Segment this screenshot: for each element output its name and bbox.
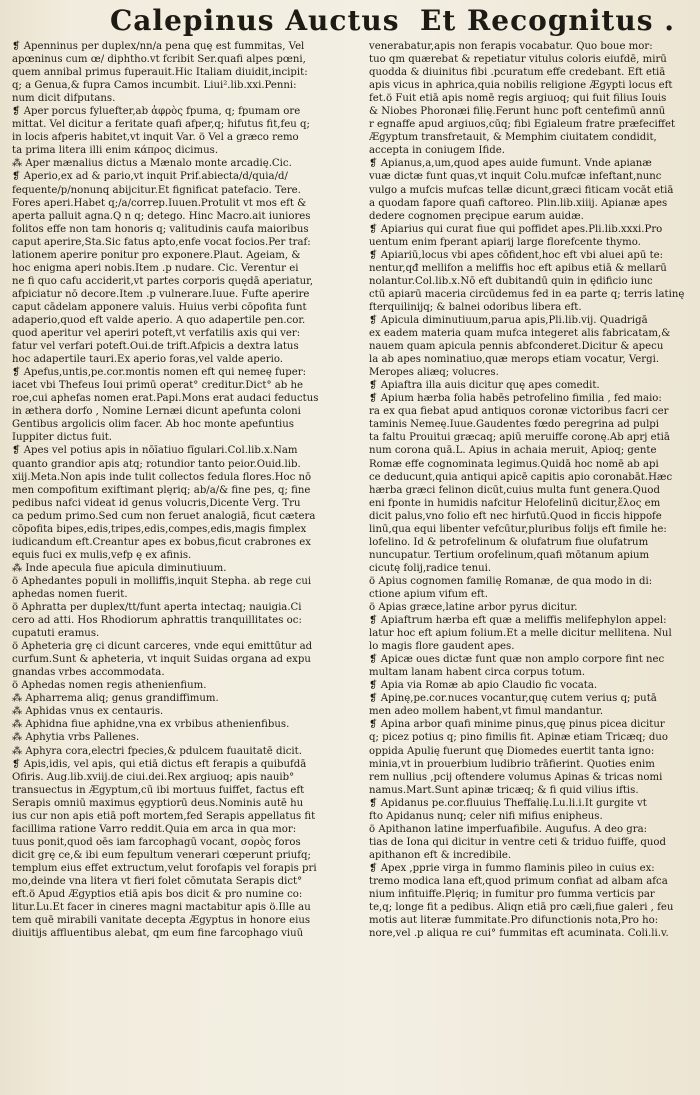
text-line: eft.ö Apud Ægyptios etiā apis bos dicit & pro numine co:: [12, 889, 303, 901]
text-line: minia,vt in prouerbium ludibrio trāfierint. Quoties enim: [369, 758, 655, 770]
text-line: ius cur non apis etiā poft mortem,fed Serapis appellatus fit: [12, 810, 316, 822]
text-line: adaperio,quod eft valde aperio. A quo adapertile pen.cor.: [12, 314, 306, 326]
text-line: ❡ Apianus,a,um,quod apes auide fumunt. Vnde apianæ: [369, 158, 652, 170]
text-line: accepta in coniugem Ifide.: [369, 145, 505, 157]
text-line: fequente/p/nonunq abijcitur.Et fignificat patefacio. Tere.: [12, 184, 301, 196]
dictionary-entry: [369, 575, 693, 601]
text-line: Iuppiter dictus fuit.: [12, 432, 113, 444]
text-line: in æthera dorfo , Nomine Lernæi dicunt apefunta coloni: [12, 406, 301, 418]
text-line: xiij.Meta.Non apis inde tulit collectos fedula flores.Hoc nō: [12, 471, 312, 483]
text-line: vuæ dictæ funt quas,vt inquit Colu.mufcæ infeftant,nunc: [369, 171, 662, 183]
text-line: quodda & diuinitus fibi .pcuratum effe credebant. Eft etiā: [369, 67, 666, 79]
text-line: tremo modica lana eft,quod primum confiat ad albam afca: [369, 876, 668, 887]
dictionary-entry: [12, 705, 358, 718]
text-line: ❡ Apicæ oues dictæ funt quæ non amplo corpore fint nec: [369, 654, 665, 666]
text-line: ⁂ Aphytia vrbs Pallenes.: [12, 732, 140, 744]
text-line: fet.ö Fuit etiā apis nomē regis argiuoq; qui fuit filius Iouis: [369, 93, 667, 105]
text-line: oppida Apulię fuerunt quę Diomedes euertit tanta igno:: [369, 745, 655, 757]
dictionary-entry: [369, 797, 693, 823]
dictionary-entry: [369, 392, 693, 575]
text-line: cicutę folij,radice tenui.: [369, 562, 492, 574]
text-line: nore,vel .p aliqua re cui° fummitas eft acuminata. Coli.li.v.: [369, 928, 669, 940]
dictionary-entry: [12, 640, 358, 679]
dictionary-entry: [12, 575, 358, 601]
text-line: ❡ Apex ,pprie virga in fummo flaminis pileo in cuius ex:: [369, 862, 655, 874]
text-line: fatur vel verfari poteft.Oui.de trift.Afpicis a dextra latus: [12, 341, 299, 353]
text-line: lationem aperire ponitur pro exponere.Plaut. Ageiam, &: [12, 249, 301, 261]
text-line: ö Apithanon latine imperfuafibile. Augufus. A deo gra:: [369, 823, 648, 835]
text-line: ⁂ Aper mænalius dictus a Mænalo monte arcadię.Cic.: [12, 158, 292, 170]
text-line: ce deducunt,quia antiqui apicē capitis apio coronabāt.Hæc: [369, 471, 673, 483]
text-line: ö Apias græce,latine arbor pyrus dicitur.: [369, 602, 578, 614]
text-line: ❡ Apina arbor quafi minime pinus,quę pinus picea dicitur: [369, 719, 665, 731]
text-line: cōpofita bipes,edis,tripes,edis,compes,edis,magis fimplex: [12, 523, 307, 535]
text-line: quod aperitur vel aperiri poteft,vt verfatilis axis qui ver:: [12, 328, 301, 340]
text-line: q; a Genua,& fupra Camos incumbit. Liui².lib.xxi.Penni:: [12, 80, 297, 92]
dictionary-entry: [369, 314, 693, 379]
text-line: venerabatur,apis non ferapis vocabatur. Quo boue mor:: [369, 41, 653, 52]
text-line: ö Aphedantes populi in molliffis,inquit Stepha. ab rege cui: [12, 575, 312, 587]
dictionary-entry: [12, 366, 358, 444]
text-line: hærba græci felinon dicūt,cuius multa funt genera.Quod: [369, 484, 660, 496]
text-line: eni fponte in humidis nafcitur Helofelinū dicitur,ἕλος em: [369, 497, 661, 509]
text-line: ⁂ Apharrema aliq; genus grandiffimum.: [12, 693, 219, 705]
text-line: tias de Iona qui dicitur in ventre ceti & triduo fuiffe, quod: [369, 836, 666, 848]
dictionary-entry: [12, 562, 358, 575]
running-title-left: Calepinus Auctus: [110, 4, 400, 37]
text-line: nuncupatur. Tertium orofelinum,quafi mōtanum apium: [369, 549, 650, 561]
running-title-right: Et Recognitus .: [420, 4, 675, 37]
text-line: ö Apheteria grę ci dicunt carceres, vnde equi emittūtur ad: [12, 641, 313, 653]
text-line: Ægyptum transfretauit, & Memphim ciuitatem condidit,: [369, 132, 657, 144]
text-line: ❡ Apium hærba folia habēs petrofelino fimilia , fed maio:: [369, 393, 662, 405]
text-line: linū,qua equi libenter vefcūtur,pluribus folijs eft fimile he:: [369, 523, 667, 535]
text-line: namus.Mart.Sunt apinæ tricæq; & fi quid vilius iftis.: [369, 784, 639, 796]
dictionary-entry: [369, 862, 693, 940]
text-line: Serapis omniū maximus ęgyptiorū deus.Nominis autē hu: [12, 797, 304, 809]
dictionary-entry: [369, 718, 693, 796]
dictionary-entry: [369, 653, 693, 679]
dictionary-entry: [12, 718, 358, 731]
dictionary-entry: [12, 105, 358, 157]
text-line: in locis afperis habitet,vt inquit Var. ö Vel a græco remo: [12, 132, 299, 144]
text-line: cupatuti eramus.: [12, 628, 100, 640]
text-line: mo,deinde vna litera vt fieri folet cōmutata Serapis dict°: [12, 876, 303, 887]
text-line: ❡ Apis,idis, vel apis, qui etiā dictus eft ferapis a quibufdā: [12, 758, 307, 770]
text-line: nauem quam apicula pennis abfconderet.Dicitur & apecu: [369, 341, 664, 353]
text-line: ⁂ Inde apecula fiue apicula diminutiuum.: [12, 562, 227, 574]
text-line: afpiciatur nō decore.Item .p vulnerare.Iuue. Fufte aperire: [12, 288, 310, 300]
text-line: a quodam fapore quafi caftoreo. Plin.lib.xiiij. Apianæ apes: [369, 197, 668, 209]
text-line: ö Aphratta per duplex/tt/funt aperta intectaq; nauigia.Ci: [12, 602, 302, 614]
dictionary-entry: [12, 170, 358, 366]
text-line: ❡ Apefus,untis,pe.cor.montis nomen eft qui nemeę fuper:: [12, 367, 307, 379]
text-line: diuitijs affluentibus alebat, qm eum fine farcophago viuū: [12, 928, 304, 940]
dictionary-entry: [12, 444, 358, 561]
dictionary-entry: [369, 40, 693, 157]
text-line: aphedas nomen fuerit.: [12, 588, 128, 600]
text-line: dicit palus,vno folio eft nec hirfutū.Quod in ficcis hippofe: [369, 510, 662, 522]
text-line: tuo qm quærebat & repetiatur vitulus coloris eiufdē, mirū: [369, 54, 667, 66]
dictionary-entry: [12, 692, 358, 705]
text-line: equis fuci ex mulis,vefp ę ex afinis.: [12, 549, 192, 561]
dictionary-entry: [12, 157, 358, 170]
text-line: litur.Lu.Et facer in cineres magni mactabitur apis ö.Ille au: [12, 902, 311, 914]
text-line: num dicit difputans.: [12, 93, 116, 105]
dictionary-entry: [369, 223, 693, 249]
text-line: ❡ Aperio,ex ad & pario,vt inquit Prif.abiecta/d/quia/d/: [12, 171, 288, 183]
text-line: ctū apiarū maceria circūdemus fed in ea parte q; terris latinę: [369, 288, 685, 300]
text-line: ❡ Aper porcus fyluefter,ab ἀφρὸς fpuma, q; fpumam ore: [12, 106, 301, 118]
text-line: roe,cui aphefas nomen erat.Papi.Mons erat audaci feductus: [12, 393, 319, 405]
text-line: aperta palluit agna.Q n q; detego. Hinc Macro.ait iuniores: [12, 210, 311, 222]
page-header: [0, 0, 700, 40]
text-line: latur hoc eft apium folium.Et a melle dicitur mellitena. Nul: [369, 628, 672, 640]
text-line: dedere cognomen pręcipue earum auidæ.: [369, 210, 584, 222]
left-column: [12, 40, 358, 1085]
text-line: la ab apes nominatiuo,quæ merops etiam vocatur, Vergi.: [369, 354, 660, 366]
dictionary-entry: [12, 745, 358, 758]
text-line: ❡ Apinę,pe.cor.nuces vocantur,quę cutem verius q; putā: [369, 693, 657, 705]
text-line: hoc enigma aperi nobis.Item .p nudare. Cic. Verentur ei: [12, 262, 299, 274]
text-line: nium infituiffe.Plęriq; in fumitur pro fumma verticis par: [369, 889, 655, 901]
text-line: ta faltu Prouitui græcaq; apiū meruiffe coronę.Ab aprj etiā: [369, 432, 670, 444]
text-line: Meropes aliæq; volucres.: [369, 367, 499, 379]
text-line: dicit grę ce,& ibi eum fepultum venerari cœperunt priufq;: [12, 849, 311, 861]
text-line: ra ex qua fiebat apud antiquos coronæ victoribus facri cer: [369, 406, 669, 418]
text-line: ö Apius cognomen familię Romanæ, de qua modo in di:: [369, 575, 653, 587]
text-line: ❡ Apiariū,locus vbi apes cōfident,hoc eft vbi aluei apū te:: [369, 249, 664, 261]
text-line: ex eadem materia quam mufca integeret alis fabricatam,&: [369, 328, 671, 340]
text-line: ctione apium vifum eft.: [369, 588, 488, 600]
text-line: ❡ Apes vel potius apis in nōīatiuo fīgulari.Col.lib.x.Nam: [12, 445, 298, 457]
text-line: men compofitum exiftimant plęriq; ab/a/& fine pes, q; fine: [12, 484, 311, 496]
text-line: ⁂ Aphidna fiue aphidne,vna ex vrbibus athenienfibus.: [12, 719, 290, 731]
text-line: lofelino. Id & petrofelinum & olufatrum fiue olufatrum: [369, 536, 649, 548]
text-line: ⁂ Aphyra cora,electri fpecies,& pdulcem fuauitatē dicit.: [12, 745, 302, 757]
text-line: ❡ Apidanus pe.cor.fluuius Theffalię.Lu.li.i.It gurgite vt: [369, 797, 647, 809]
text-line: taminis Nemeę.Iuue.Gaudentes fœdo peregrina ad pulpi: [369, 419, 660, 431]
dictionary-entry: [12, 679, 358, 692]
text-line: pedibus nafci videat id genus volucris,Dicente Verg. Tru: [12, 497, 301, 509]
text-line: Fores aperi.Habet q;/a/correp.Iuuen.Protulit vt mos eft &: [12, 197, 307, 209]
text-line: tuus ponit,quod oēs iam farcophagū vocant, σορὸς foros: [12, 836, 301, 848]
text-line: quanto grandior apis atq; rotundior tanto peior.Ouid.lib.: [12, 458, 301, 470]
text-line: ❡ Apenninus per duplex/nn/a pena quę est fummitas, Vel: [12, 41, 305, 52]
text-line: motis aut literæ fummitate.Pro difunctionis nota,Pro ho:: [369, 915, 659, 927]
text-line: q; picez potius q; pino fimilis fit. Apinæ etiam Tricæq; duo: [369, 732, 668, 744]
text-line: ca pedum primo.Sed cum non feruet analogiā, ficut cætera: [12, 510, 316, 522]
text-line: ta prima litera illi enim κάπρος dicimus.: [12, 145, 219, 157]
text-line: ❡ Apiaftrum hærba eft quæ a meliffis melifephylon appel:: [369, 615, 667, 627]
text-line: men adeo mollem habent,vt fimul mandantur.: [369, 706, 604, 718]
text-line: iacet vbi Thefeus Ioui primū operat° creditur.Dict° ab he: [12, 380, 303, 392]
text-line: Ofiris. Aug.lib.xviij.de ciui.dei.Rex argiuoq; apis nauib°: [12, 771, 295, 783]
dictionary-entry: [12, 758, 358, 941]
dictionary-entry: [12, 601, 358, 640]
text-line: Gentibus argolicis olim facer. Ab hoc monte apefuntius: [12, 419, 294, 431]
text-line: ❡ Apia via Romæ ab apio Claudio fic vocata.: [369, 680, 598, 692]
text-line: num corona quā.L. Apius in achaia meruit, Apioq; gente: [369, 445, 657, 457]
text-line: vulgo a mufcis mufcas tellæ dicunt,græci fiticam vocāt etiā: [369, 184, 674, 196]
text-line: apœninus cum œ/ diphtho.vt fcribit Ser.quafi alpes pœni,: [12, 54, 306, 66]
dictionary-entry: [369, 601, 693, 614]
text-line: gnandas vrbes accommodata.: [12, 667, 165, 679]
text-line: r egnaffe apud argiuos,cūq; fibi Egialeum fratre præfeciffet: [369, 119, 676, 131]
text-line: curfum.Sunt & apheteria, vt inquit Suidas organa ad expu: [12, 654, 311, 666]
text-line: mittat. Vel dicitur a feritate quafi afper,q; hifutus fit,feu q;: [12, 119, 310, 131]
text-line: apis vicus in aphrica,quia nobilis religione Ægypti locus eft: [369, 80, 673, 92]
text-line: tem quē mirabili vanitate decepta Ægyptus in honore eius: [12, 915, 311, 927]
text-line: transuectus in Ægyptum,cū ibi mortuus fuiffet, factus eft: [12, 784, 305, 796]
text-line: cero ad atti. Hos Rhodiorum aphrattis tranquillitates oc:: [12, 615, 302, 627]
text-line: Romæ effe cognominata legimus.Quidā hoc nomē ab api: [369, 458, 659, 470]
text-line: ❡ Apiaftra illa auis dicitur quę apes comedit.: [369, 380, 600, 392]
text-line: te,q; longe fit a pedibus. Aliqn etiā pro cæli,fiue galeri , feu: [369, 902, 674, 914]
text-line: ö Aphedas nomen regis athenienfium.: [12, 680, 207, 692]
text-line: & Niobes Phoronæi filię.Ferunt hunc poft centefimū annū: [369, 106, 666, 118]
text-line: uentum enim fperant apiarij large florefcente thymo.: [369, 236, 641, 248]
text-line: fterquilinijq; & balnei odoribus libera eft.: [369, 301, 582, 313]
dictionary-entry: [12, 731, 358, 744]
dictionary-entry: [369, 157, 693, 222]
text-line: quem annibal primus fuperauit.Hic Italiam diuidit,incipit:: [12, 67, 308, 79]
text-line: ❡ Apicula diminutiuum,parua apis,Pli.lib.vij. Quadrigā: [369, 314, 648, 326]
text-line: ne fi quo cafu acciderit,vt partes corporis quędā aperiatur,: [12, 275, 314, 287]
text-line: hoc adapertile tauri.Ex aperio foras,vel valde aperio.: [12, 354, 283, 366]
text-line: multam lanam habent circa corpus totum.: [369, 667, 586, 679]
text-line: caput aperire,Sta.Sic fatus apto,enfe vocat focios.Per traf:: [12, 236, 311, 248]
dictionary-entry: [369, 379, 693, 392]
dictionary-entry: [369, 692, 693, 718]
text-line: templum eius effet extructum,velut forofapis vel forapis pri: [12, 862, 317, 874]
text-line: iudicandum eft.Creantur apes ex bobus,ficut crabrones ex: [12, 536, 312, 548]
dictionary-entry: [369, 614, 693, 653]
text-line: ⁂ Aphidas vnus ex centauris.: [12, 706, 164, 718]
text-line: rem nullius ,pcij oftendere volumus Apinas & tricas nomi: [369, 771, 663, 783]
dictionary-entry: [369, 823, 693, 862]
text-line: apithanon eft & incredibile.: [369, 849, 512, 861]
dictionary-entry: [369, 249, 693, 314]
dictionary-entry: [12, 40, 358, 105]
right-column: [369, 40, 693, 1085]
text-line: caput cādelam apponere valuis. Huius verbi cōpofita funt: [12, 301, 307, 313]
text-line: fto Apidanus nunq; celer nifi mifius enipheus.: [369, 810, 603, 822]
text-line: nentur,qđ mellifon a meliffis hoc eft apibus etiā & mellarū: [369, 262, 667, 274]
text-line: ❡ Apiarius qui curat fiue qui poffidet apes.Pli.lib.xxxi.Pro: [369, 223, 663, 235]
text-line: facillima ratione Varro reddit.Quia em arca in qua mor:: [12, 823, 297, 835]
dictionary-entry: [369, 679, 693, 692]
text-line: nolantur.Col.lib.x.Nō eft dubitandū quin in ędificio iunc: [369, 275, 653, 287]
text-line: folitos effe non tam honoris q; valitudinis caufa maioribus: [12, 223, 309, 235]
text-line: lo magis flore gaudent apes.: [369, 641, 515, 653]
